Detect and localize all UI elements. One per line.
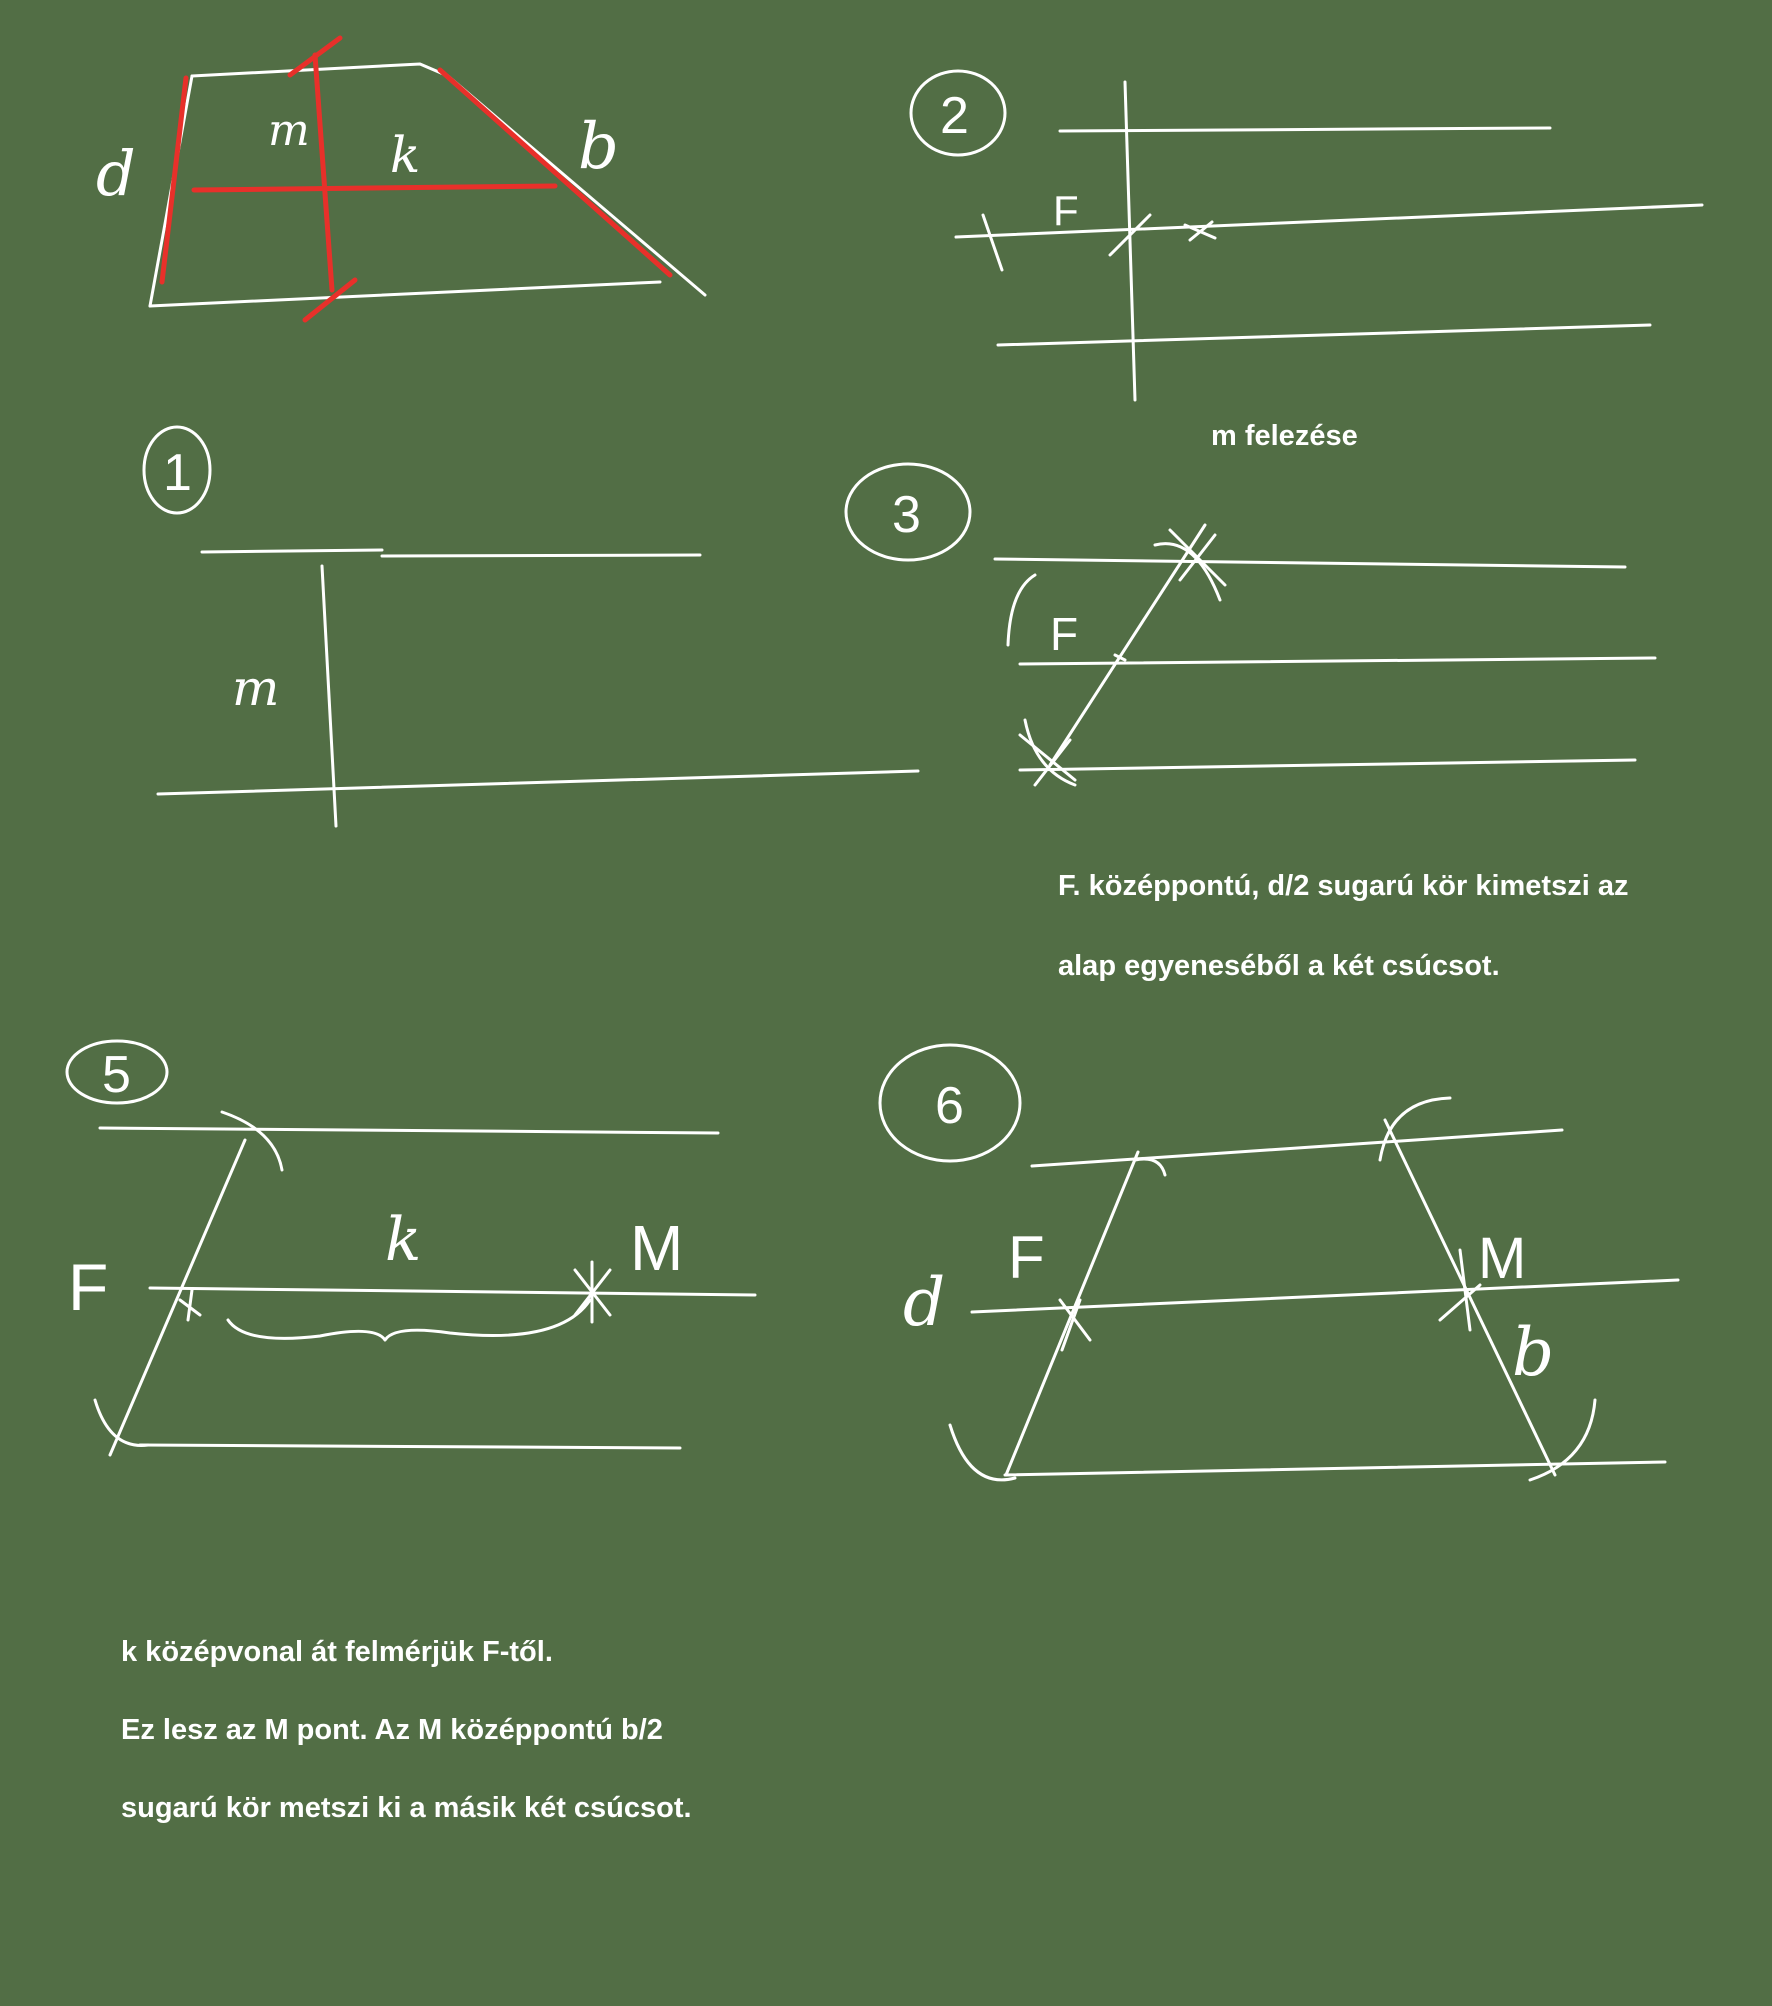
step-1-construction [144, 427, 918, 826]
step-2-label-F: F [1053, 187, 1079, 234]
step-3-label-F: F [1050, 608, 1079, 660]
step-2-caption: m felezése [1211, 420, 1358, 452]
step-5-label-k: k [385, 1205, 422, 1275]
step-6-label-b: b [1512, 1314, 1555, 1391]
step-1-label-m: m [232, 659, 280, 717]
step-5-label-F: F [68, 1250, 109, 1324]
step-5-label-M: M [630, 1212, 684, 1284]
step-5-construction [67, 1041, 755, 1455]
sketch-trapezoid [96, 38, 705, 320]
sketch-label-k: k [390, 126, 421, 184]
sketch-label-m: m [268, 105, 310, 156]
step-6-construction [880, 1045, 1678, 1480]
step-6-label-F: F [1008, 1224, 1045, 1291]
step-6-number: 6 [935, 1077, 964, 1135]
step-5-caption-line1: k középvonal át felmérjük F-től. [121, 1636, 553, 1668]
step-3-caption-line1: F. középpontú, d/2 sugarú kör kimetszi az [1058, 870, 1629, 902]
sketch-label-b: b [578, 110, 619, 184]
step-3-construction [846, 464, 1655, 785]
step-2-construction [911, 71, 1702, 400]
step-1-number: 1 [163, 444, 192, 502]
step-5-number: 5 [102, 1046, 131, 1104]
sketch-label-d: d [96, 137, 136, 210]
step-5-caption-line2: Ez lesz az M pont. Az M középpontú b/2 [121, 1714, 663, 1746]
step-6-label-d: d [903, 1264, 946, 1341]
step-2-number: 2 [940, 87, 969, 145]
step-3-number: 3 [892, 486, 921, 544]
step-5-caption-line3: sugarú kör metszi ki a másik két csúcsot. [121, 1792, 692, 1824]
step-6-label-M: M [1478, 1226, 1527, 1291]
step-3-caption-line2: alap egyeneséből a két csúcsot. [1058, 950, 1500, 982]
